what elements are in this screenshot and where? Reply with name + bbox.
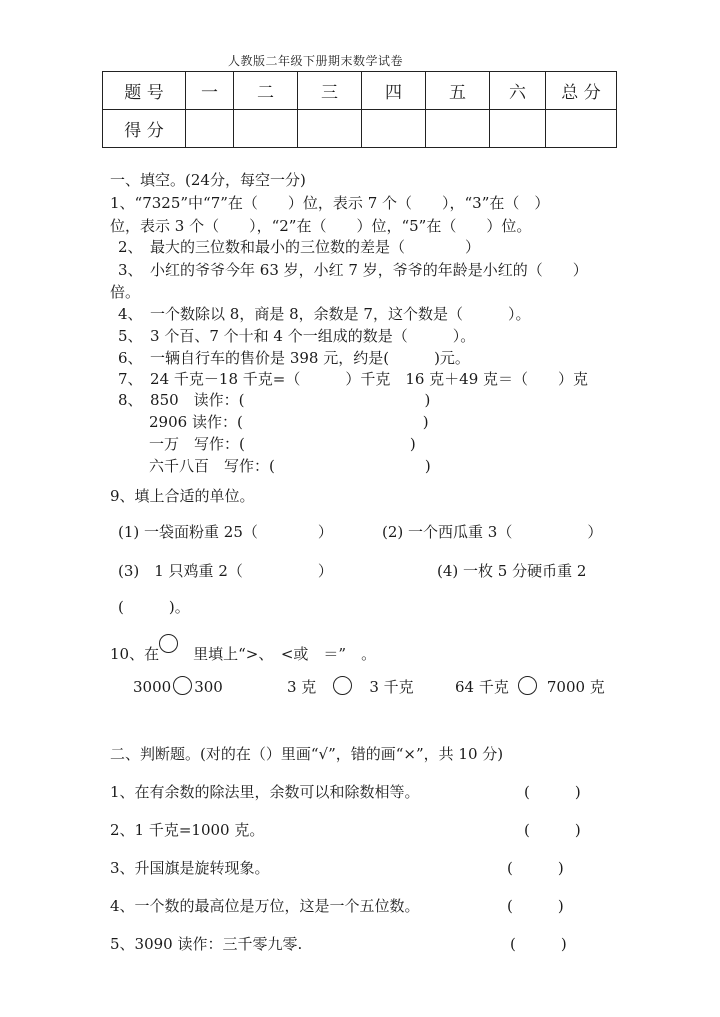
question-6: 6、 一辆自行车的售价是 398 元，约是( )元。 [118, 349, 470, 367]
question-1-line-1: 1、“7325”中“7”在（ ）位，表示 7 个（ ），“3”在（ ） [110, 194, 550, 212]
question-4: 4、 一个数除以 8，商是 8，余数是 7，这个数是（ ）。 [118, 305, 531, 323]
header-cell-5: 五 [426, 72, 490, 110]
question-9-item-3: (3) 1 只鸡重 2（ ） [118, 562, 333, 580]
question-9-heading: 9、填上合适的单位。 [110, 487, 255, 505]
comparison-2-right: 3 千克 [369, 678, 414, 696]
judgement-item-4-text: 4、一个数的最高位是万位，这是一个五位数。 [110, 897, 420, 915]
question-9-item-4-continued: ( )。 [118, 598, 190, 616]
header-cell-question-number: 题 号 [103, 72, 186, 110]
comparison-1-left: 3000 [133, 678, 172, 696]
judgement-item-2-blank[interactable]: ( ) [524, 821, 581, 839]
header-cell-1: 一 [186, 72, 234, 110]
comparison-2 [287, 676, 414, 697]
question-9-item-2: (2) 一个西瓜重 3（ ） [382, 523, 603, 541]
comparison-circle-1[interactable] [173, 676, 192, 695]
header-cell-4: 四 [362, 72, 426, 110]
question-8-c: 一万 写作：( ) [149, 435, 416, 453]
header-cell-3: 三 [298, 72, 362, 110]
score-cell[interactable] [186, 110, 234, 148]
judgement-item-5-text: 5、3090 读作：三千零九零. [110, 935, 303, 953]
score-cell[interactable] [426, 110, 490, 148]
comparison-2-left: 3 克 [287, 678, 317, 696]
question-9-item-4: (4) 一枚 5 分硬币重 2 [437, 562, 587, 580]
judgement-item-2-text: 2、1 千克=1000 克。 [110, 821, 265, 839]
header-cell-2: 二 [234, 72, 298, 110]
question-5: 5、 3 个百、7 个十和 4 个一组成的数是（ ）。 [118, 327, 476, 345]
question-10-suffix: 里填上“>、 <或 ＝” 。 [178, 645, 377, 663]
judgement-item-1-text: 1、在有余数的除法里，余数可以和除数相等。 [110, 783, 420, 801]
question-8-b: 2906 读作：( ) [149, 413, 429, 431]
score-table-score-row [103, 110, 617, 148]
score-row-label: 得 分 [103, 110, 186, 148]
question-3-line-1: 3、 小红的爷爷今年 63 岁，小红 7 岁，爷爷的年龄是小红的（ ） [118, 261, 588, 279]
circle-icon [159, 634, 178, 653]
section2-heading: 二、判断题。(对的在（）里画“√”，错的画“×”，共 10 分) [110, 745, 504, 763]
question-7: 7、 24 千克－18 千克=（ ）千克 16 克＋49 克＝（ ）克 [118, 370, 589, 388]
comparison-1-right: 300 [194, 678, 223, 696]
judgement-item-5-blank[interactable]: ( ) [510, 935, 567, 953]
score-cell[interactable] [298, 110, 362, 148]
score-cell-total[interactable] [546, 110, 617, 148]
question-2: 2、 最大的三位数和最小的三位数的差是（ ） [118, 238, 481, 256]
header-cell-total: 总 分 [546, 72, 617, 110]
comparison-3 [455, 676, 605, 697]
score-table [102, 71, 617, 148]
question-8-d: 六千八百 写作：( ) [149, 457, 431, 475]
header-cell-6: 六 [490, 72, 546, 110]
comparison-3-left: 64 千克 [455, 678, 509, 696]
score-cell[interactable] [362, 110, 426, 148]
comparison-circle-3[interactable] [518, 676, 537, 695]
judgement-item-1-blank[interactable]: ( ) [524, 783, 581, 801]
comparison-circle-2[interactable] [333, 676, 352, 695]
question-3-line-2: 倍。 [110, 283, 141, 301]
judgement-item-3-blank[interactable]: ( ) [507, 859, 564, 877]
question-8-a: 8、 850 读作：( ) [118, 391, 431, 409]
judgement-item-4-blank[interactable]: ( ) [507, 897, 564, 915]
comparison-3-right: 7000 克 [546, 678, 605, 696]
section1-heading: 一、填空。(24分，每空一分) [110, 171, 306, 189]
document-title: 人教版二年级下册期末数学试卷 [228, 54, 404, 68]
score-cell[interactable] [234, 110, 298, 148]
question-10-instruction [110, 634, 376, 664]
question-10-prefix: 10、在 [110, 645, 160, 663]
comparison-1 [133, 676, 223, 697]
judgement-item-3-text: 3、升国旗是旋转现象。 [110, 859, 270, 877]
score-cell[interactable] [490, 110, 546, 148]
question-1-line-2: 位，表示 3 个（ ），“2”在（ ）位，“5”在（ ）位。 [110, 217, 532, 235]
question-9-item-1: (1) 一袋面粉重 25（ ） [118, 523, 333, 541]
score-table-header-row [103, 72, 617, 110]
